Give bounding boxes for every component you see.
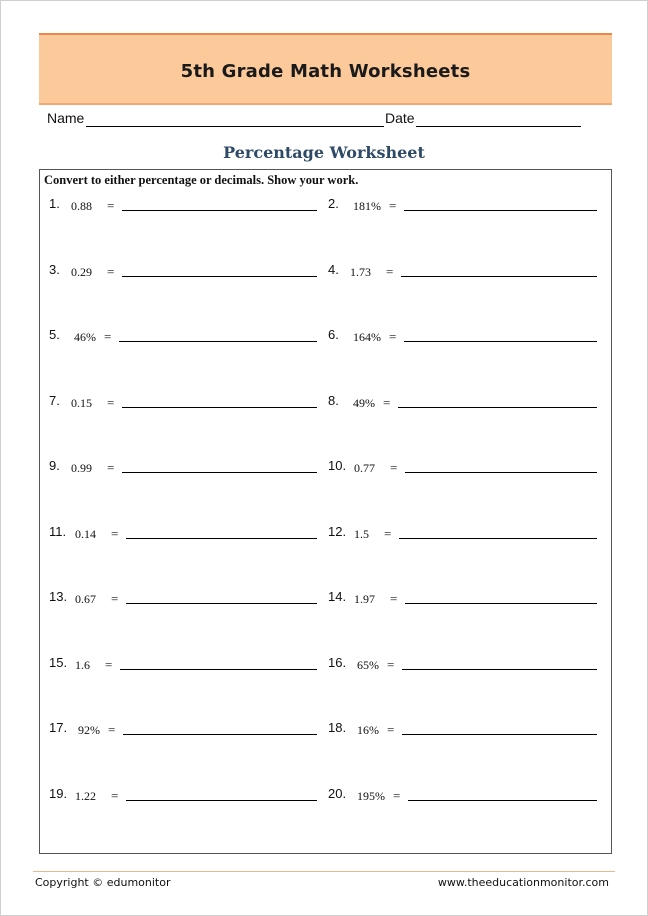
- problem-value: 65%: [357, 658, 379, 672]
- answer-line[interactable]: [126, 603, 317, 604]
- answer-line[interactable]: [405, 603, 597, 604]
- problem-number: 4.: [328, 262, 339, 277]
- problem-number: 3.: [49, 262, 60, 277]
- equals-sign: =: [387, 657, 395, 672]
- problem-value: 92%: [78, 723, 100, 737]
- equals-sign: =: [107, 264, 115, 279]
- problem-number: 5.: [49, 327, 60, 342]
- problem-value: 0.15: [71, 396, 92, 410]
- answer-line[interactable]: [398, 407, 597, 408]
- equals-sign: =: [111, 788, 119, 803]
- equals-sign: =: [387, 722, 395, 737]
- problem-item: [49, 458, 317, 482]
- problem-number: 17.: [49, 720, 68, 735]
- problem-number: 2.: [328, 196, 339, 211]
- equals-sign: =: [384, 526, 392, 541]
- name-field[interactable]: [86, 126, 384, 127]
- problem-item: [49, 196, 317, 220]
- answer-line[interactable]: [122, 407, 317, 408]
- problem-number: 15.: [49, 655, 68, 670]
- problem-value: 1.6: [75, 658, 90, 672]
- problem-value: 0.77: [354, 461, 375, 475]
- answer-line[interactable]: [120, 669, 317, 670]
- problem-number: 7.: [49, 393, 60, 408]
- equals-sign: =: [393, 788, 401, 803]
- name-label: Name: [47, 110, 85, 126]
- problem-item: [328, 327, 597, 351]
- problem-item: [328, 196, 597, 220]
- answer-line[interactable]: [404, 341, 597, 342]
- problem-item: [328, 524, 597, 548]
- problem-number: 8.: [328, 393, 339, 408]
- problem-value: 1.5: [354, 527, 369, 541]
- problem-value: 1.73: [350, 265, 371, 279]
- problem-value: 1.22: [75, 789, 96, 803]
- problem-value: 49%: [353, 396, 375, 410]
- problem-value: 0.88: [71, 199, 92, 213]
- problem-item: [49, 327, 317, 351]
- problem-value: 195%: [357, 789, 385, 803]
- name-date-row: [47, 108, 587, 128]
- answer-line[interactable]: [122, 210, 317, 211]
- equals-sign: =: [389, 329, 397, 344]
- header-banner: [39, 33, 612, 105]
- problem-item: [49, 720, 317, 744]
- copyright-text: Copyright © edumonitor: [35, 876, 171, 889]
- problem-number: 12.: [328, 524, 347, 539]
- problem-value: 1.97: [354, 592, 375, 606]
- problem-value: 164%: [353, 330, 381, 344]
- problem-item: [328, 655, 597, 679]
- problem-item: [328, 589, 597, 613]
- answer-line[interactable]: [401, 276, 597, 277]
- equals-sign: =: [386, 264, 394, 279]
- answer-line[interactable]: [123, 734, 317, 735]
- worksheet-title: Percentage Worksheet: [223, 143, 425, 162]
- answer-line[interactable]: [119, 341, 317, 342]
- problem-number: 6.: [328, 327, 339, 342]
- problem-item: [328, 393, 597, 417]
- answer-line[interactable]: [405, 472, 597, 473]
- problem-item: [328, 262, 597, 286]
- equals-sign: =: [390, 460, 398, 475]
- problem-number: 19.: [49, 786, 68, 801]
- answer-line[interactable]: [404, 210, 597, 211]
- date-field[interactable]: [416, 126, 581, 127]
- instructions: Convert to either percentage or decimals. Show your work.: [44, 173, 359, 187]
- equals-sign: =: [389, 198, 397, 213]
- problem-number: 16.: [328, 655, 347, 670]
- problem-number: 9.: [49, 458, 60, 473]
- equals-sign: =: [105, 657, 113, 672]
- problem-item: [49, 262, 317, 286]
- problem-number: 1.: [49, 196, 60, 211]
- problem-number: 20.: [328, 786, 347, 801]
- problem-number: 18.: [328, 720, 347, 735]
- answer-line[interactable]: [402, 669, 597, 670]
- problem-value: 0.67: [75, 592, 96, 606]
- answer-line[interactable]: [408, 800, 597, 801]
- problem-item: [49, 786, 317, 810]
- equals-sign: =: [390, 591, 398, 606]
- problem-item: [49, 524, 317, 548]
- website-link[interactable]: www.theeducationmonitor.com: [437, 876, 609, 889]
- problem-value: 0.14: [75, 527, 96, 541]
- problem-number: 14.: [328, 589, 347, 604]
- answer-line[interactable]: [402, 734, 597, 735]
- problem-item: [328, 720, 597, 744]
- equals-sign: =: [111, 591, 119, 606]
- equals-sign: =: [107, 395, 115, 410]
- problem-item: [49, 393, 317, 417]
- equals-sign: =: [104, 329, 112, 344]
- problem-value: 181%: [353, 199, 381, 213]
- problem-item: [328, 458, 597, 482]
- problem-item: [328, 786, 597, 810]
- problem-number: 10.: [328, 458, 347, 473]
- equals-sign: =: [107, 198, 115, 213]
- page-title: 5th Grade Math Worksheets: [180, 60, 471, 82]
- problem-item: [49, 589, 317, 613]
- problem-value: 16%: [357, 723, 379, 737]
- answer-line[interactable]: [122, 276, 317, 277]
- equals-sign: =: [383, 395, 391, 410]
- problem-number: 11.: [49, 524, 67, 539]
- answer-line[interactable]: [126, 538, 317, 539]
- footer-divider: [33, 871, 615, 872]
- equals-sign: =: [111, 526, 119, 541]
- problem-value: 46%: [74, 330, 96, 344]
- problem-value: 0.99: [71, 461, 92, 475]
- equals-sign: =: [107, 460, 115, 475]
- answer-line[interactable]: [122, 472, 317, 473]
- date-label: Date: [385, 110, 415, 126]
- problem-value: 0.29: [71, 265, 92, 279]
- problem-number: 13.: [49, 589, 68, 604]
- answer-line[interactable]: [126, 800, 317, 801]
- problem-item: [49, 655, 317, 679]
- answer-line[interactable]: [399, 538, 597, 539]
- equals-sign: =: [108, 722, 116, 737]
